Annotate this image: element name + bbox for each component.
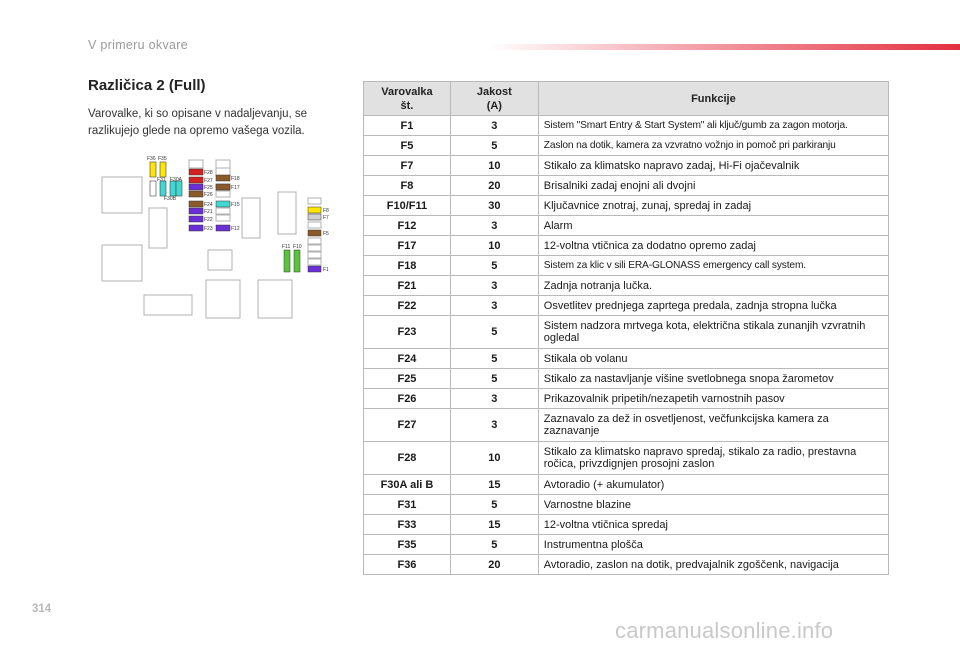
fuse-amperage: 5: [450, 316, 538, 349]
fuse-f17: [216, 184, 230, 190]
fuse-id: F18: [364, 256, 451, 276]
table-row: [364, 296, 889, 316]
fuse-id: F27: [364, 409, 451, 442]
fuse-amperage: 30: [450, 196, 538, 216]
fuse-function: Zaznavalo za dež in osvetljenost, večfunkcijska kamera za zaznavanje: [538, 409, 888, 442]
header-accent-bar: [488, 44, 960, 50]
header-fuse: [364, 82, 451, 116]
fuse-amperage: 5: [450, 349, 538, 369]
relay-outline: [102, 177, 142, 213]
fuse-id: F21: [364, 276, 451, 296]
fuse-function: Alarm: [538, 216, 888, 236]
page-number: 314: [32, 603, 52, 615]
diagram-label: F11: [282, 244, 291, 250]
table-row: [364, 276, 889, 296]
fuse-f21: [189, 208, 203, 214]
chapter-header: V primeru okvare: [88, 38, 188, 52]
fuse-table: [363, 81, 889, 575]
table-row: [364, 236, 889, 256]
table-row: [364, 116, 889, 136]
watermark: carmanualsonline.info: [615, 618, 834, 643]
diagram-label: F12: [231, 226, 240, 232]
fuse-f27: [189, 177, 203, 183]
fuse-id: F22: [364, 296, 451, 316]
fuse-slot: [216, 208, 230, 214]
fuse-id: F31: [364, 495, 451, 515]
diagram-label: F10: [293, 244, 302, 250]
fuse-id: F17: [364, 236, 451, 256]
table-row: [364, 136, 889, 156]
fuse-id: F28: [364, 442, 451, 475]
fuse-f15: [216, 201, 230, 207]
table-row: [364, 535, 889, 555]
diagram-label: F26: [204, 192, 213, 198]
fuse-amperage: 5: [450, 535, 538, 555]
fuse-amperage: 3: [450, 116, 538, 136]
fuse-f5: [308, 230, 321, 236]
fuse-f23: [189, 225, 203, 231]
fuse-function: Avtoradio, zaslon na dotik, predvajalnik zgoščenk, navigacija: [538, 555, 888, 575]
fuse-function: Stikalo za klimatsko napravo spredaj, stikalo za radio, prestavna ročica, privzdignjen prosojni zaslon: [538, 442, 888, 475]
fuse-f7: [308, 214, 321, 220]
fuse-function: Stikalo za nastavljanje višine svetlobnega snopa žarometov: [538, 369, 888, 389]
fuse-amperage: 5: [450, 495, 538, 515]
diagram-label: F36: [147, 156, 156, 162]
diagram-label: F21: [204, 209, 213, 215]
fuse-f8: [308, 207, 321, 213]
diagram-label: F23: [204, 226, 213, 232]
fuse-amperage: 20: [450, 176, 538, 196]
fuse-id: F33: [364, 515, 451, 535]
fuse-function: Sistem za klic v sili ERA-GLONASS emergency call system.: [538, 256, 888, 276]
table-row: [364, 216, 889, 236]
fuse-slot: [308, 198, 321, 204]
fuse-f31: [160, 181, 166, 196]
fuse-f30a-b: [176, 181, 182, 196]
fuse-f26: [189, 191, 203, 197]
fuse-amperage: 5: [450, 136, 538, 156]
fuse-id: F23: [364, 316, 451, 349]
relay-outline: [258, 280, 292, 318]
header-fuse-label: Varovalka št.: [381, 85, 433, 112]
fuse-function: Ključavnice znotraj, zunaj, spredaj in zadaj: [538, 196, 888, 216]
diagram-label: F7: [323, 215, 329, 221]
fuse-amperage: 3: [450, 276, 538, 296]
diagram-label: F22: [204, 217, 213, 223]
fuse-id: F10/F11: [364, 196, 451, 216]
table-row: [364, 555, 889, 575]
fuse-f10: [294, 250, 300, 272]
table-row: [364, 495, 889, 515]
diagram-label: F15: [231, 202, 240, 208]
fuse-slot: [308, 259, 321, 265]
section-title: Različica 2 (Full): [88, 77, 206, 94]
fuse-function: Osvetlitev prednjega zaprtega predala, zadnja stropna lučka: [538, 296, 888, 316]
table-row: [364, 389, 889, 409]
diagram-label: F28: [204, 170, 213, 176]
fuse-slot: [216, 215, 230, 221]
fuse-slot: [308, 245, 321, 251]
fuse-f25: [189, 184, 203, 190]
table-row: [364, 176, 889, 196]
relay-outline: [149, 208, 167, 248]
fuse-function: Zadnja notranja lučka.: [538, 276, 888, 296]
table-header-row: [364, 82, 889, 116]
fuse-amperage: 15: [450, 515, 538, 535]
diagram-label: F17: [231, 185, 240, 191]
fuse-amperage: 20: [450, 555, 538, 575]
fuse-function: Avtoradio (+ akumulator): [538, 475, 888, 495]
fuse-slot: [308, 222, 321, 228]
fuse-function: Prikazovalnik pripetih/nezapetih varnostnih pasov: [538, 389, 888, 409]
fuse-amperage: 3: [450, 296, 538, 316]
diagram-label: F18: [231, 176, 240, 182]
fuse-function: Stikala ob volanu: [538, 349, 888, 369]
fuse-id: F26: [364, 389, 451, 409]
diagram-label: F27: [204, 178, 213, 184]
fuse-id: F8: [364, 176, 451, 196]
diagram-label: F30A: [170, 177, 182, 183]
fuse-f11: [284, 250, 290, 272]
fuse-amperage: 10: [450, 156, 538, 176]
fuse-f35: [160, 162, 166, 177]
fuse-f1: [308, 266, 321, 272]
fuse-function: Instrumentna plošča: [538, 535, 888, 555]
header-amperage-label: Jakost (A): [476, 85, 512, 112]
fuse-amperage: 15: [450, 475, 538, 495]
fuse-function: Sistem "Smart Entry & Start System" ali ključ/gumb za zagon motorja.: [538, 116, 888, 136]
fuse-f24: [189, 201, 203, 207]
fuse-function: Brisalniki zadaj enojni ali dvojni: [538, 176, 888, 196]
fuse-function: Varnostne blazine: [538, 495, 888, 515]
fuse-amperage: 3: [450, 389, 538, 409]
table-row: [364, 409, 889, 442]
fuse-f12: [216, 225, 230, 231]
fuse-amperage: 3: [450, 216, 538, 236]
fuse-function: Zaslon na dotik, kamera za vzvratno vožnjo in pomoč pri parkiranju: [538, 136, 888, 156]
fuse-function: 12-voltna vtičnica za dodatno opremo zadaj: [538, 236, 888, 256]
table-row: [364, 442, 889, 475]
table-row: [364, 316, 889, 349]
fuse-amperage: 10: [450, 442, 538, 475]
fuse-slot: [189, 160, 203, 168]
fuse-f22: [189, 216, 203, 222]
fuse-id: F24: [364, 349, 451, 369]
intro-text: Varovalke, ki so opisane v nadaljevanju, se razlikujejo glede na opremo vašega vozila.: [88, 108, 308, 137]
fuse-slot: [150, 181, 156, 196]
table-row: [364, 156, 889, 176]
fuse-id: F36: [364, 555, 451, 575]
diagram-label: F25: [204, 185, 213, 191]
fuse-f28: [189, 169, 203, 175]
fuse-amperage: 10: [450, 236, 538, 256]
table-row: [364, 196, 889, 216]
relay-outline: [208, 250, 232, 270]
header-function: Funkcije: [538, 82, 888, 116]
fuse-function: Stikalo za klimatsko napravo zadaj, Hi-Fi ojačevalnik: [538, 156, 888, 176]
relay-outline: [206, 280, 240, 318]
fuse-id: F1: [364, 116, 451, 136]
fuse-amperage: 5: [450, 369, 538, 389]
fuse-f18: [216, 175, 230, 181]
fuse-slot: [216, 191, 230, 197]
table-row: [364, 256, 889, 276]
fuse-id: F30A ali B: [364, 475, 451, 495]
fuse-f36: [150, 162, 156, 177]
diagram-label: F30B: [164, 196, 176, 202]
fuse-id: F12: [364, 216, 451, 236]
fuse-box-diagram: [94, 150, 344, 330]
relay-outline: [102, 245, 142, 281]
diagram-label: F35: [158, 156, 167, 162]
table-row: [364, 475, 889, 495]
fuse-amperage: 3: [450, 409, 538, 442]
fuse-function: 12-voltna vtičnica spredaj: [538, 515, 888, 535]
fuse-slot: [308, 252, 321, 258]
diagram-label: F24: [204, 202, 213, 208]
fuse-id: F35: [364, 535, 451, 555]
diagram-label: F5: [323, 231, 329, 237]
table-row: [364, 515, 889, 535]
fuse-id: F25: [364, 369, 451, 389]
diagram-label: F1: [323, 267, 329, 273]
fuse-id: F7: [364, 156, 451, 176]
fuse-function: Sistem nadzora mrtvega kota, električna stikala zunanjih vzvratnih ogledal: [538, 316, 888, 349]
header-amperage: [450, 82, 538, 116]
diagram-label: F8: [323, 208, 329, 214]
relay-outline: [144, 295, 192, 315]
relay-outline: [242, 198, 260, 238]
diagram-label: F31: [157, 177, 166, 183]
fuse-id: F5: [364, 136, 451, 156]
table-row: [364, 349, 889, 369]
fuse-slot: [308, 238, 321, 244]
relay-outline: [278, 192, 296, 234]
fuse-slot: [216, 160, 230, 168]
table-row: [364, 369, 889, 389]
fuse-f30a: [170, 181, 176, 196]
fuse-amperage: 5: [450, 256, 538, 276]
